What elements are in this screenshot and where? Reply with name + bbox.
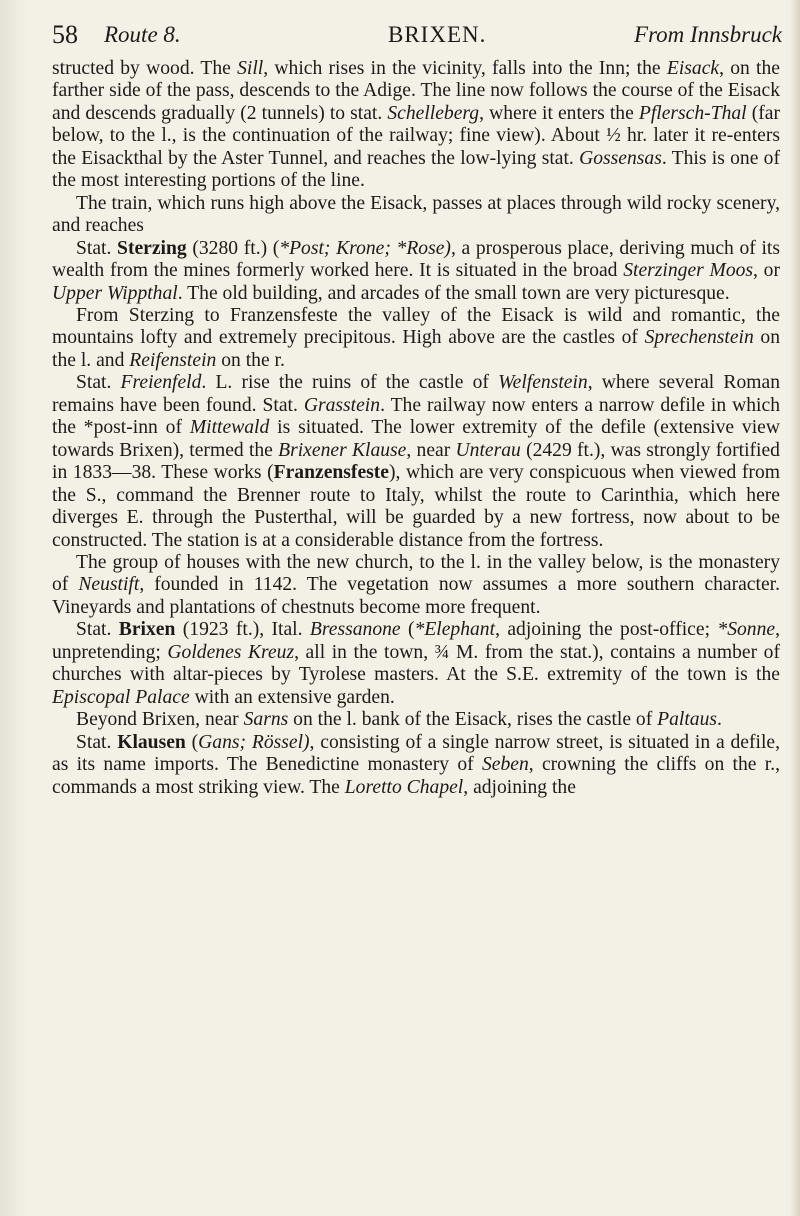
italic-text: *Sonne <box>717 619 776 641</box>
italic-text: Welfenstein <box>498 372 588 394</box>
text-run: , where several Roman remains have been found. Stat. <box>52 372 781 416</box>
text-run: is situated. The lower extremity of the defile (extensive view towards Brixen), termed the <box>52 417 780 461</box>
paragraph <box>52 732 780 799</box>
text-run: Stat. <box>76 372 121 394</box>
text-run: (2429 ft.), was strongly fortified in 1833—38. These works ( <box>52 439 780 484</box>
text-run: , consisting of a single narrow street, is situated in a defile, as its name imports. The Benedictine monastery of <box>52 731 780 776</box>
italic-text: Sill <box>237 58 264 79</box>
text-run: (far below, to the l., is the continuation of the railway; fine view). About ½ hr. later it re-enters the Eisackthal by the Aster Tunnel, and reaches the low-lying stat. <box>52 102 780 169</box>
paragraph <box>52 372 780 552</box>
italic-text: Pflersch-Thal <box>638 102 747 124</box>
italic-text: Episcopal Palace <box>52 686 190 708</box>
text-run: . L. rise the ruins of the castle of <box>201 372 499 394</box>
text-run: , or <box>753 260 780 282</box>
body-text <box>52 58 780 799</box>
text-run: , all in the town, ¾ M. from the stat.), contains a number of churches with altar-pieces by Tyrolese masters. At the S.E. extremity of the town is the <box>52 641 780 686</box>
italic-text: Unterau <box>455 439 521 461</box>
italic-text: Goldenes Kreuz <box>167 641 295 663</box>
text-run: . <box>717 709 722 731</box>
italic-text: Eisack <box>666 58 720 79</box>
paragraph <box>52 238 780 305</box>
route-reference: Route 8. <box>104 22 181 47</box>
paragraph <box>52 58 780 193</box>
bold-place-name: Franzensfeste <box>273 462 389 484</box>
text-run: Beyond Brixen, near <box>76 709 244 731</box>
text-run: , which rises in the vicinity, falls into the Inn; the <box>263 58 667 79</box>
running-title: BRIXEN. <box>388 22 487 47</box>
italic-text: Paltaus <box>657 709 718 731</box>
paragraph <box>52 305 780 372</box>
italic-text: Upper Wippthal <box>52 282 178 304</box>
italic-text: Schelleberg <box>387 102 480 124</box>
bold-place-name: Klausen <box>117 731 186 753</box>
italic-text: Brixener Klause <box>278 439 407 461</box>
italic-text: Bressanone <box>309 619 401 641</box>
italic-text: Gossensas <box>579 147 662 169</box>
text-run: Stat. <box>76 237 118 259</box>
italic-text: *Elephant <box>414 619 496 641</box>
text-run: Stat. <box>76 619 119 641</box>
text-run: , adjoining the post-office; <box>495 619 718 641</box>
text-run: on the r. <box>216 349 285 371</box>
italic-text: Sarns <box>243 709 289 731</box>
text-run: , a prosperous place, deriving much of its wealth from the mines formerly worked here. It is situated in the broad <box>52 237 780 282</box>
text-run: (3280 ft.) ( <box>186 237 280 259</box>
italic-text: Gans; Rössel) <box>198 731 310 753</box>
text-run: , founded in 1142. The vegetation now assumes a more southern character. Vineyards and plantations of chestnuts become more frequent. <box>52 574 780 618</box>
text-run: . The old building, and arcades of the small town are very picturesque. <box>177 282 730 304</box>
text-run: structed by wood. The <box>52 58 238 79</box>
text-run: The train, which runs high above the Eisack, passes at places through wild rocky scenery, and reaches <box>52 192 780 237</box>
text-run: , adjoining the <box>463 776 576 798</box>
text-run: on the l. and <box>52 327 780 371</box>
italic-text: Loretto Chapel <box>344 776 464 798</box>
text-run: ( <box>400 619 415 641</box>
text-run: with an extensive garden. <box>189 686 395 708</box>
text-run: , where it enters the <box>479 102 639 124</box>
italic-text: Mittewald <box>189 417 270 439</box>
text-run: , near <box>406 439 456 461</box>
from-place: From Innsbruck <box>634 22 782 47</box>
paragraph <box>52 193 780 238</box>
page-number: 58 <box>52 20 78 49</box>
text-run: From Sterzing to Franzensfeste the valley of the Eisack is wild and romantic, the mountains lofty and extremely precipitous. High above are the castles of <box>52 304 780 349</box>
text-run: , unpretending; <box>52 619 780 663</box>
text-run: Stat. <box>76 731 118 753</box>
italic-text: Seben <box>481 754 529 776</box>
running-header <box>52 20 782 54</box>
italic-text: Reifenstein <box>129 349 217 371</box>
text-run: ( <box>185 731 199 753</box>
text-run: (1923 ft.), Ital. <box>175 619 310 641</box>
bold-place-name: Brixen <box>118 619 176 641</box>
italic-text: Grasstein <box>303 394 381 416</box>
paragraph <box>52 709 780 731</box>
page-gutter-shadow <box>0 0 30 1216</box>
text-run: . This is one of the most interesting portions of the line. <box>52 147 781 192</box>
paragraph <box>52 552 780 619</box>
text-run: , crowning the cliffs on the r., commands a most striking view. The <box>52 754 781 798</box>
text-run: on the l. bank of the Eisack, rises the castle of <box>288 709 658 731</box>
italic-text: Freienfeld <box>120 372 202 394</box>
italic-text: Sprechenstein <box>644 327 754 349</box>
italic-text: Neustift <box>78 574 140 596</box>
text-run: ), which are very conspicuous when viewed from the S., command the Brenner route to Italy, whilst the route to Carinthia, which here diverges E. through the Pusterthal, will be guarded by a new fortress, now about to be constructed. The station is at a considerable distance from the fortress. <box>52 462 780 551</box>
bold-place-name: Sterzing <box>117 237 187 259</box>
italic-text: Sterzinger Moos <box>623 260 754 282</box>
text-run: , on the farther side of the pass, descends to the Adige. The line now follows the course of the Eisack and descends gradually (2 tunnels) to stat. <box>52 58 780 124</box>
italic-text: *Post; Krone; *Rose) <box>279 237 451 259</box>
page-edge-shadow <box>790 0 800 1216</box>
text-run: . The railway now enters a narrow defile in which the *post-inn of <box>52 394 780 439</box>
text-run: The group of houses with the new church, to the l. in the valley below, is the monastery of <box>52 551 780 596</box>
paragraph <box>52 619 780 709</box>
